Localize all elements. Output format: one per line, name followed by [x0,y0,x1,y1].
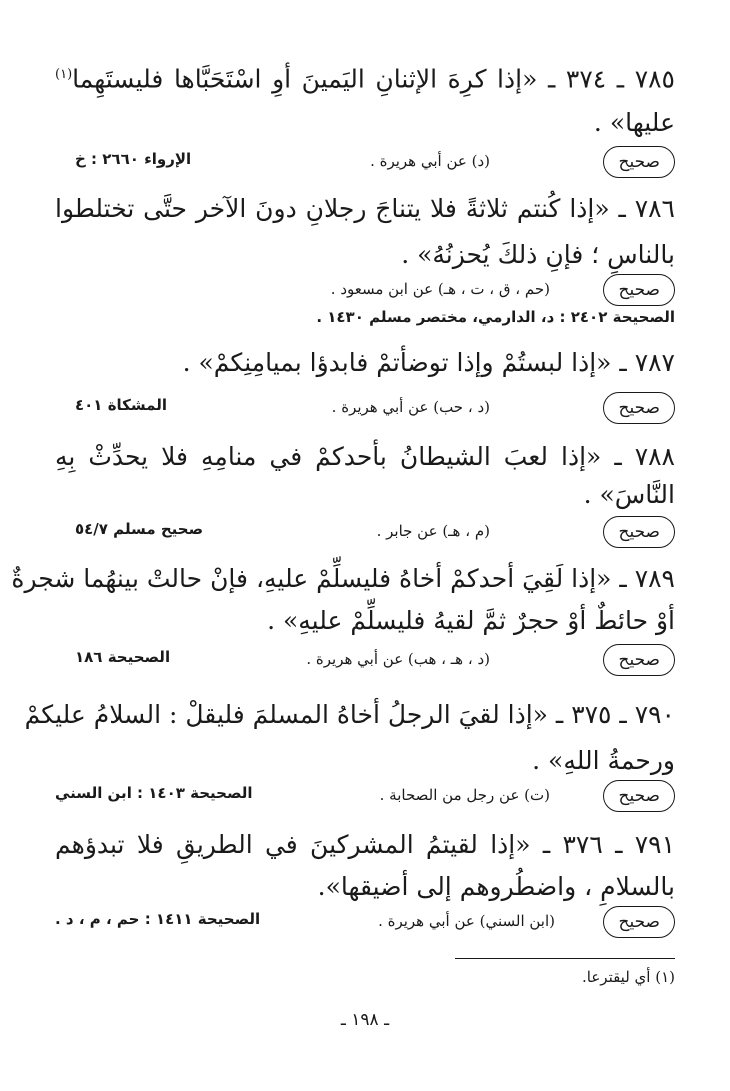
hadith-786-line-1: ٧٨٦ ـ «إذا كُنتم ثلاثةً فلا يتناجَ رجلانِ دونَ الآخر حتَّى تختلطوا [55,194,675,223]
hadith-786-reference: الصحيحة ٢٤٠٢ : د، الدارمي، مختصر مسلم ١٤٣٠ . [316,308,675,326]
grade-badge: صحيح [603,644,675,676]
hadith-789-line-1: ٧٨٩ ـ «إذا لَقِيَ أحدكمْ أخاهُ فليسلِّمْ عليهِ، فإنْ حالتْ بينهُما شجرةٌ [11,564,675,593]
narrator-source: (د ، هـ ، هب) عن أبي هريرة . [306,650,490,668]
narrator-source: (ابن السني) عن أبي هريرة . [378,912,555,930]
page-number: ـ ١٩٨ ـ [340,1010,390,1030]
hadith-787-line-1: ٧٨٧ ـ «إذا لبستُمْ وإذا توضأتمْ فابدؤا بميامِنِكمْ» . [182,348,675,377]
hadith-788-line-2: النَّاسَ» . [583,480,675,509]
hadith-790-source-row [55,780,675,816]
hadith-786-source-row [55,274,675,310]
hadith-791-source-row [55,906,675,942]
grade-badge: صحيح [603,780,675,812]
narrator-source: (م ، هـ) عن جابر . [376,522,490,540]
hadith-785-line-1: ٧٨٥ ـ ٣٧٤ ـ «إذا كرِهَ الإثنانِ اليَمينَ أوِ اسْتَحَبَّاها فليستَهِما$^{(١)}$ [55,64,675,94]
hadith-785-line-2: عليها» . [593,108,675,137]
footnote-divider [455,958,675,959]
hadith-786-line-2: بالناسِ ؛ فإنِ ذلكَ يُحزنُهُ» . [401,240,675,269]
hadith-788-line-1: ٧٨٨ ـ «إذا لعبَ الشيطانُ بأحدكمْ في منامِهِ فلا يحدِّثْ بِهِ [55,442,675,471]
hadith-789-line-2: أوْ حائطٌ أوْ حجرٌ ثمَّ لقيهُ فليسلِّمْ عليهِ» . [267,606,675,635]
hadith-790-line-1: ٧٩٠ ـ ٣٧٥ ـ «إذا لقيَ الرجلُ أخاهُ المسلمَ فليقلْ : السلامُ عليكمْ [24,700,675,729]
hadith-789-source-row [55,644,675,680]
grade-badge: صحيح [603,392,675,424]
footnote-mark: (١) [55,67,73,82]
reference: صحيح مسلم ٥٤/٧ [75,520,204,538]
reference: الصحيحة ١٤١١ : حم ، م ، د . [55,910,261,928]
hadith-790-line-2: ورحمةُ اللهِ» . [532,746,675,775]
narrator-source: (د ، حب) عن أبي هريرة . [331,398,490,416]
grade-badge: صحيح [603,516,675,548]
narrator-source: (حم ، ق ، ت ، هـ) عن ابن مسعود . [330,280,550,298]
hadith-791-line-1: ٧٩١ ـ ٣٧٦ ـ «إذا لقيتمُ المشركينَ في الطريقِ فلا تبدؤهم [55,830,676,859]
grade-badge: صحيح [603,274,675,306]
narrator-source: (ت) عن رجل من الصحابة . [379,786,550,804]
hadith-788-source-row [55,516,675,552]
hadith-785-source-row [55,146,675,182]
narrator-source: (د) عن أبي هريرة . [370,152,490,170]
hadith-787-source-row [55,392,675,428]
reference: الإرواء ٢٦٦٠ : خ [75,150,192,168]
reference: الصحيحة ١٨٦ [75,648,171,666]
footnote: (١) أي ليقترعا. [582,968,675,986]
grade-badge: صحيح [603,146,675,178]
reference: الصحيحة ١٤٠٣ : ابن السني [55,784,253,802]
grade-badge: صحيح [603,906,675,938]
reference: المشكاة ٤٠١ [75,396,167,414]
hadith-791-line-2: بالسلامِ ، واضطُروهم إلى أضيقها». [317,872,675,901]
